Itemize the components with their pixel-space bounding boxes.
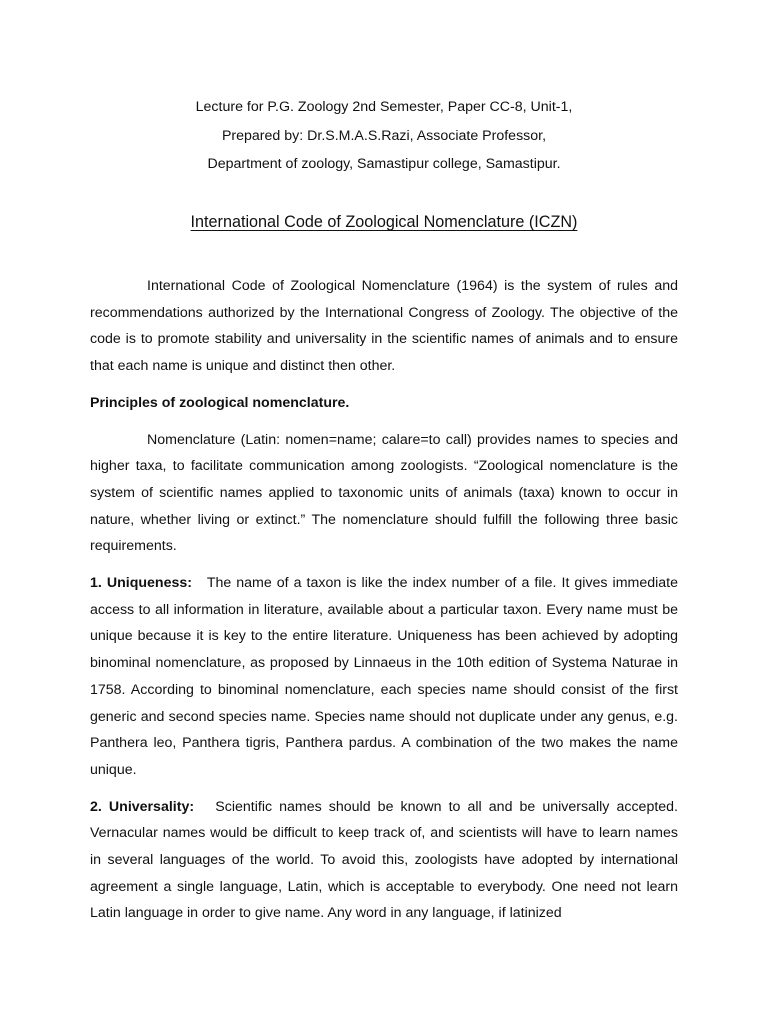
principles-heading: Principles of zoological nomenclature.: [90, 394, 350, 411]
header-line-department: Department of zoology, Samastipur college, Samastipur.: [207, 156, 561, 172]
uniqueness-text: The name of a taxon is like the index number of a file. It gives immediate access to all information in literature, available about a particular taxon. Every name must be unique because it is key to the entire literature. Uniqueness has been achieved by adopting binominal nomenclature, as proposed by Linnaeus in the 10th edition of Systema Naturae in 1758. According to binominal nomenclature, each species name should consist of the first generic and second species name. Species name should not duplicate under any genus, e.g. Panthera leo, Panthera tigris, Panthera pardus. A combination of the two makes the name unique.: [90, 575, 678, 778]
intro-paragraph: International Code of Zoological Nomenclature (1964) is the system of rules and recommendations authorized by the International Congress of Zoology. The objective of the code is to promote stability and universality in the scientific names of animals and to ensure that each name is unique and distinct then other.: [90, 278, 678, 375]
principles-paragraph: Nomenclature (Latin: nomen=name; calare=to call) provides names to species and higher taxa, to facilitate communication among zoologists. “Zoological nomenclature is the system of scientific names applied to taxonomic units of animals (taxa) known to occur in nature, whether living or extinct.” The nomenclature should fulfill the following three basic requirements.: [90, 431, 678, 555]
universality-text: Scientific names should be known to all and be universally accepted. Vernacular names would be difficult to keep track of, and scientists will have to learn names in several languages of the world. To avoid this, zoologists have adopted by international agreement a single language, Latin, which is acceptable to everybody. One need not learn Latin language in order to give name. Any word in any language, if latinized: [90, 798, 678, 922]
document-title: International Code of Zoological Nomenclature (ICZN): [190, 213, 578, 231]
uniqueness-term: 1. Uniqueness:: [90, 575, 192, 592]
document-header: [0, 93, 768, 179]
uniqueness-paragraph: [90, 570, 678, 784]
universality-term: 2. Universality:: [90, 798, 195, 815]
document-body: [90, 273, 678, 937]
header-line-author: Prepared by: Dr.S.M.A.S.Razi, Associate Professor,: [221, 127, 547, 144]
universality-paragraph: [90, 794, 678, 928]
header-line-course: Lecture for P.G. Zoology 2nd Semester, Paper CC-8, Unit-1,: [195, 99, 573, 115]
